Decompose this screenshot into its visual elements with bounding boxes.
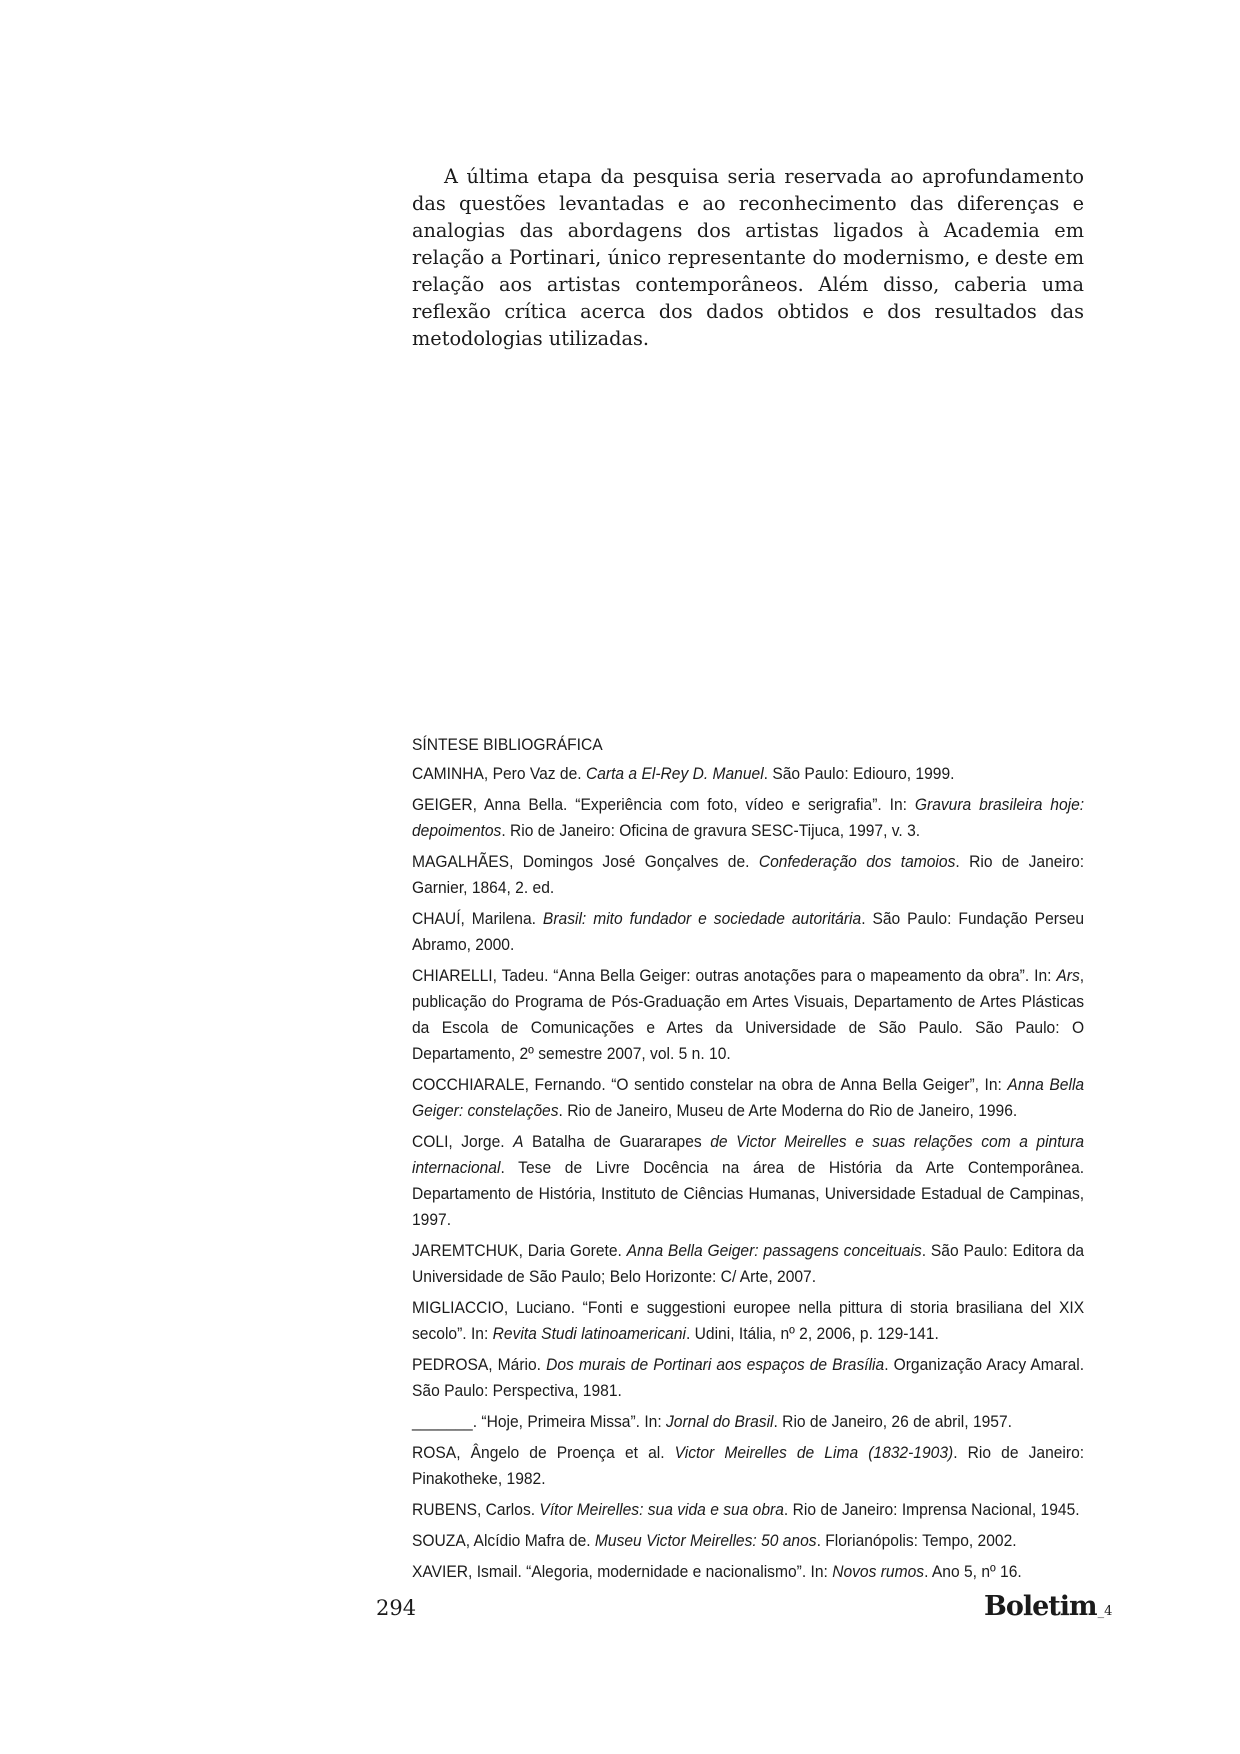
journal-issue: _4 <box>1097 1604 1113 1619</box>
bibliography-entry: MAGALHÃES, Domingos José Gonçalves de. Confederação dos tamoios. Rio de Janeiro: Garnier, 1864, 2. ed. <box>412 852 1085 897</box>
entry-title: Museu Victor Meirelles: 50 anos <box>594 1531 817 1550</box>
bibliography-heading: SÍNTESE BIBLIOGRÁFICA <box>412 735 603 754</box>
entry-title: Ars <box>1056 966 1080 985</box>
entry-title: Carta a El-Rey D. Manuel <box>585 764 764 783</box>
bibliography-entry: MIGLIACCIO, Luciano. “Fonti e suggestioni europee nella pittura di storia brasiliana del XIX secolo”. In: Revita Studi latinoamericani. Udini, Itália, nº 2, 2006, p. 129-141. <box>412 1298 1085 1343</box>
journal-logo <box>984 1591 1113 1622</box>
bibliography-entry: CHIARELLI, Tadeu. “Anna Bella Geiger: outras anotações para o mapeamento da obra”. In: Ars, publicação do Programa de Pós-Graduação em Artes Visuais, Departamento de Artes Plásticas da Escola de Comunicações e Artes da Universidade de São Paulo. São Paulo: O Departamento, 2º semestre 2007, vol. 5 n. 10. <box>412 966 1085 1063</box>
entry-title: A <box>513 1132 524 1151</box>
bibliography-entry: GEIGER, Anna Bella. “Experiência com foto, vídeo e serigrafia”. In: Gravura brasileira hoje: depoimentos. Rio de Janeiro: Oficina de gravura SESC-Tijuca, 1997, v. 3. <box>412 795 1085 840</box>
page-number: 294 <box>376 1596 417 1620</box>
bibliography <box>412 732 1084 1590</box>
entry-title: de Victor Meirelles e suas relações com a pintura internacional <box>412 1132 1085 1177</box>
bibliography-entry: _______. “Hoje, Primeira Missa”. In: Jornal do Brasil. Rio de Janeiro, 26 de abril, 1957. <box>412 1412 1012 1431</box>
entry-title: Dos murais de Portinari aos espaços de Brasília <box>546 1355 885 1374</box>
bibliography-entry: JAREMTCHUK, Daria Gorete. Anna Bella Geiger: passagens conceituais. São Paulo: Editora da Universidade de São Paulo; Belo Horizonte: C/ Arte, 2007. <box>412 1241 1085 1286</box>
entry-title: Anna Bella Geiger: constelações <box>412 1075 1085 1120</box>
entry-title: Brasil: mito fundador e sociedade autoritária <box>542 909 862 928</box>
entry-title: Vítor Meirelles: sua vida e sua obra <box>539 1500 784 1519</box>
entry-title: Victor Meirelles de Lima (1832-1903) <box>674 1443 954 1462</box>
bibliography-entry: CAMINHA, Pero Vaz de. Carta a El-Rey D. Manuel. São Paulo: Ediouro, 1999. <box>412 764 955 783</box>
entry-title: Gravura brasileira hoje: depoimentos <box>412 795 1085 840</box>
bibliography-entry: COLI, Jorge. A Batalha de Guararapes de Victor Meirelles e suas relações com a pintura internacional. Tese de Livre Docência na área de História da Arte Contemporânea. Departamento de História, Instituto de Ciências Humanas, Universidade Estadual de Campinas, 1997. <box>412 1132 1085 1229</box>
bibliography-entry: XAVIER, Ismail. “Alegoria, modernidade e nacionalismo”. In: Novos rumos. Ano 5, nº 16. <box>412 1562 1022 1581</box>
entry-title: Revita Studi latinoamericani <box>492 1324 686 1343</box>
bibliography-entry: PEDROSA, Mário. Dos murais de Portinari aos espaços de Brasília. Organização Aracy Amaral. São Paulo: Perspectiva, 1981. <box>412 1355 1085 1400</box>
intro-paragraph: A última etapa da pesquisa seria reservada ao aprofundamento das questões levantadas e ao reconhecimento das diferenças e analogias das abordagens dos artistas ligados à Academia em relação a Portinari, único representante do modernismo, e deste em relação aos artistas contemporâneos. Além disso, caberia uma reflexão crítica acerca dos dados obtidos e dos resultados das metodologias utilizadas. <box>412 165 1084 350</box>
entry-title: Anna Bella Geiger: passagens conceituais <box>626 1241 922 1260</box>
journal-name: Boletim <box>984 1591 1097 1622</box>
bibliography-entry: CHAUÍ, Marilena. Brasil: mito fundador e sociedade autoritária. São Paulo: Fundação Perseu Abramo, 2000. <box>412 909 1085 954</box>
bibliography-entry: COCCHIARALE, Fernando. “O sentido constelar na obra de Anna Bella Geiger”, In: Anna Bella Geiger: constelações. Rio de Janeiro, Museu de Arte Moderna do Rio de Janeiro, 1996. <box>412 1075 1085 1120</box>
entry-title: Confederação dos tamoios <box>758 852 956 871</box>
entry-title: Jornal do Brasil <box>666 1412 774 1431</box>
bibliography-entry: RUBENS, Carlos. Vítor Meirelles: sua vida e sua obra. Rio de Janeiro: Imprensa Nacional, 1945. <box>412 1500 1080 1519</box>
bibliography-entry: SOUZA, Alcídio Mafra de. Museu Victor Meirelles: 50 anos. Florianópolis: Tempo, 2002. <box>412 1531 1017 1550</box>
entry-title: Novos rumos <box>832 1562 925 1581</box>
bibliography-entry: ROSA, Ângelo de Proença et al. Victor Meirelles de Lima (1832-1903). Rio de Janeiro: Pinakotheke, 1982. <box>412 1443 1085 1488</box>
